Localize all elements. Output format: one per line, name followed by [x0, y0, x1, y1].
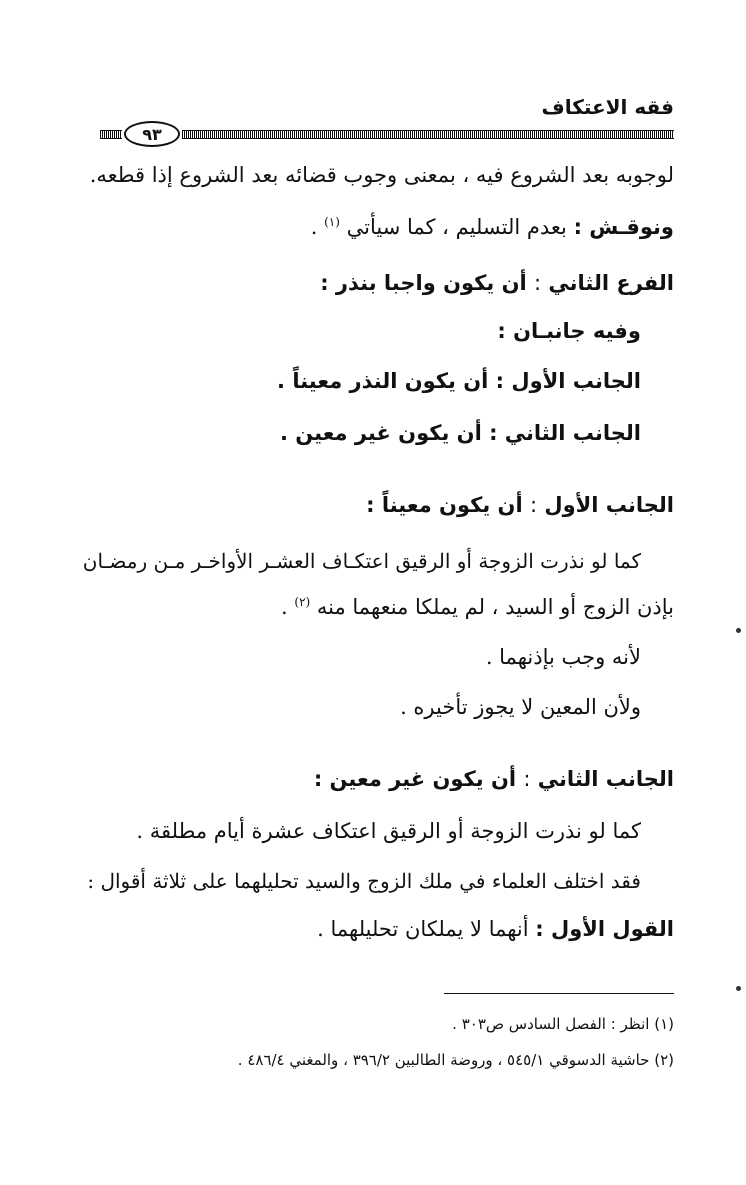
running-title: فقه الاعتكاف — [541, 95, 674, 119]
section-heading-aspect-two — [314, 764, 674, 794]
heading-aspect-two-colon: : — [523, 767, 531, 791]
heading-aspect-two-label: الجانب الثاني — [537, 767, 674, 791]
body-line-7 — [281, 592, 674, 622]
objection-label: ونوقـش : — [573, 215, 674, 239]
heading-branch-colon: : — [534, 271, 542, 295]
heading-aspect-two-title: أن يكون غير معين : — [313, 767, 517, 791]
aspect-two-text: الجانب الثاني : أن يكون غير معين . — [279, 421, 641, 445]
scan-speck — [736, 986, 741, 991]
header-rule-right — [182, 130, 674, 139]
footnote-2: (٢) حاشية الدسوقي ٥٤٥/١ ، وروضة الطالبين ٣٩٦/٢ ، والمغني ٤٨٦/٤ . — [237, 1051, 674, 1069]
footnote-separator — [444, 993, 674, 994]
header-rule-left — [100, 130, 122, 139]
body-line-aspect-one — [277, 366, 641, 396]
objection-text: بعدم التسليم ، كما سيأتي — [346, 215, 567, 239]
header-rule — [100, 124, 674, 144]
body-line-6: كما لو نذرت الزوجة أو الرقيق اعتكـاف العشـر الأواخـر مـن رمضـان — [82, 549, 641, 573]
heading-aspect-one-colon: : — [529, 493, 538, 517]
first-opinion-label: القول الأول : — [535, 917, 674, 941]
aspects-intro: وفيه جانبـان : — [497, 319, 641, 343]
heading-aspect-one-title: أن يكون معيناً : — [366, 493, 523, 517]
body-line-12 — [317, 914, 674, 944]
body-line-2 — [311, 212, 674, 242]
objection-end: . — [310, 215, 318, 239]
heading-aspect-one-label: الجانب الأول — [544, 493, 674, 517]
heading-branch-title: أن يكون واجبا بنذر : — [320, 271, 527, 295]
aspect-one-text: الجانب الأول : أن يكون النذر معيناً . — [277, 369, 641, 393]
body-line-9: ولأن المعين لا يجوز تأخيره . — [400, 695, 641, 719]
section-heading-aspect-one — [366, 490, 674, 520]
footnote-ref-1: (١) — [324, 215, 340, 229]
scan-speck — [736, 628, 741, 633]
body-line-aspects — [497, 316, 641, 346]
footnote-ref-2: (٢) — [294, 595, 311, 609]
body-line-10: كما لو نذرت الزوجة أو الرقيق اعتكاف عشرة أيام مطلقة . — [136, 819, 641, 843]
page-number: ٩٣ — [124, 121, 180, 147]
first-opinion-text: أنهما لا يملكان تحليلهما . — [317, 917, 529, 941]
body-line-7-text: بإذن الزوج أو السيد ، لم يملكا منعهما منه — [316, 595, 674, 619]
section-heading-branch-two — [320, 268, 674, 298]
body-line-11: فقد اختلف العلماء في ملك الزوج والسيد تحليلهما على ثلاثة أقوال : — [87, 869, 641, 893]
body-line-7-end: . — [281, 595, 288, 619]
body-line-aspect-two — [280, 418, 641, 448]
footnote-1: (١) انظر : الفصل السادس ص٣٠٣ . — [452, 1015, 674, 1033]
body-line-1: لوجوبه بعد الشروع فيه ، بمعنى وجوب قضائه بعد الشروع إذا قطعه. — [89, 163, 674, 187]
body-line-8: لأنه وجب بإذنهما . — [485, 645, 641, 669]
heading-branch-label: الفرع الثاني — [548, 271, 674, 295]
